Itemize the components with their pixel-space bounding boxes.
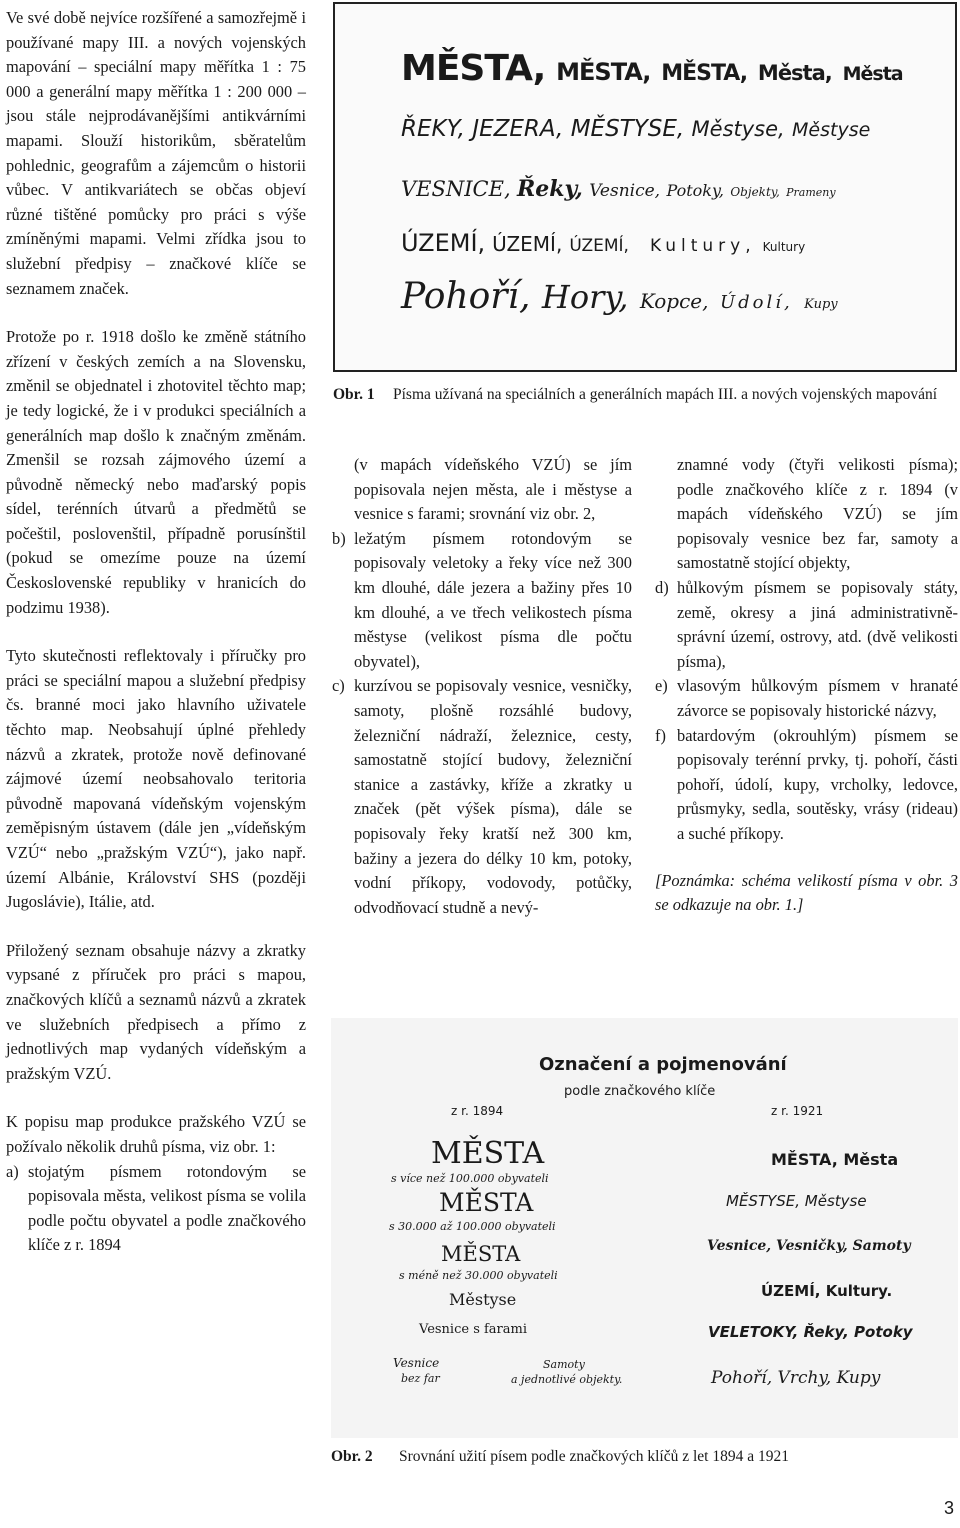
- fig2-left-hamlets-note: a jednotlivé objekty.: [511, 1373, 623, 1386]
- paragraph-handbooks: Tyto skutečnosti reflektovaly i příručky pro práci se speciální mapou a služební předpisy čs. branné moci jako hlavního uživatele těchto map. Neobsahují úplné přehledy názvů a zkratek, protože nově definované zájmové území neobsahovalo teritoria původně mapovaná vídeňským vojenským zeměpisným ústavem (dále jen „vídeňským VZÚ“ nebo „pražským VZÚ“), jako např. území Albánie, Království SHS (později Jugoslávie), Itálie, atd.: [6, 646, 306, 912]
- fig2-right-mountains: Pohoří, Vrchy, Kupy: [711, 1368, 881, 1388]
- fig1-row-mountains: Pohoří, Hory, Kopce, Údolí, Kupy: [401, 276, 838, 317]
- fig2-left-townships: Městyse: [449, 1290, 517, 1309]
- fig2-year-right: z r. 1921: [771, 1104, 824, 1118]
- fig2-left-hamlets: Samoty: [543, 1358, 585, 1371]
- fig1-row-rivers: ŘEKY, JEZERA, MĚSTYSE, Městyse, Městyse: [401, 116, 871, 142]
- list-item-d: d) hůlkovým písmem se popisovaly státy, země, okresy a jiná administrativně-správní území, ostrovy, atd. (dvě velikosti písma),: [655, 577, 958, 671]
- fig1-row-territories: ÚZEMÍ, ÚZEMÍ, ÚZEMÍ, Kultury, Kultury: [401, 229, 806, 257]
- list-item-f: f) batardovým (okrouhlým) písmem se popisovaly terénní prvky, tj. pohoří, části pohoří, údolí, kupy, vrcholky, ledovce, průsmyky, sedla, soutěsky, vrásy (rideau) a suché příkopy.: [655, 725, 958, 843]
- fig2-subtitle: podle značkového klíče: [564, 1084, 716, 1099]
- figure-2-image: [331, 1018, 958, 1438]
- paragraph-history: Protože po r. 1918 došlo ke změně státního zřízení v českých zemích a na Slovensku, změnil se objednatel i zhotovitel těchto map; je tedy logické, že i v produkci speciálních a generálních map došlo k značným změnám. Zmenšil se rozsah zájmového území a původně německý nebo maďarský popis sídel, terénních útvarů a předmětů se počeštil, poslovenštil, případně porusínštil (pokud se omezíme pouze na území Československé republiky v hranicích do podzimu 1938).: [6, 327, 306, 617]
- fig2-right-villages: Vesnice, Vesničky, Samoty: [707, 1238, 911, 1254]
- fig2-year-left: z r. 1894: [451, 1104, 504, 1118]
- fig2-left-cities-medium-note: s 30.000 až 100.000 obyvateli: [389, 1220, 556, 1233]
- fig2-left-cities-large-note: s více než 100.000 obyvateli: [391, 1172, 549, 1185]
- figure-1-image: [333, 2, 957, 372]
- fig2-title: Označení a pojmenování: [539, 1054, 787, 1075]
- fig2-left-villages-parish: Vesnice s farami: [419, 1322, 528, 1337]
- fig2-right-territories: ÚZEMÍ, Kultury.: [761, 1282, 893, 1300]
- fig2-right-cities: MĚSTA, Města: [771, 1150, 899, 1169]
- fig2-right-rivers: VELETOKY, Řeky, Potoky: [708, 1323, 913, 1341]
- paragraph-fonts: K popisu map produkce pražského VZÚ se požívalo několik druhů písma, viz obr. 1:: [6, 1112, 306, 1156]
- right-column: [655, 453, 958, 918]
- list-item-a: a) stojatým písmem rotondovým se popisovala města, velikost písma se volila podle počtu obyvatel a podle značkového klíče z r. 1894: [6, 1161, 306, 1255]
- middle-column: [332, 453, 632, 920]
- fig2-left-cities-medium: MĚSTA: [439, 1188, 534, 1217]
- list-item-e: e) vlasovým hůlkovým písmem v hranaté závorce se popisovaly historické názvy,: [655, 676, 958, 720]
- fig2-left-villages: Vesnice: [393, 1356, 440, 1370]
- fig2-left-cities-large: MĚSTA: [431, 1136, 545, 1171]
- left-column: [6, 6, 306, 1258]
- fig2-left-cities-small: MĚSTA: [441, 1242, 521, 1266]
- list-item-c-continued: znamné vody (čtyři velikosti písma); podle značkového klíče z r. 1894 (v mapách vídeňského VZÚ) se jím popisovaly vesnice bez far, samoty a samostatně stojící objekty,: [677, 455, 958, 573]
- fig2-left-cities-small-note: s méně než 30.000 obyvateli: [399, 1269, 558, 1282]
- fig1-row-villages: VESNICE, Řeky, Vesnice, Potoky, Objekty, Prameny: [401, 176, 836, 202]
- fig2-left-villages-note: bez far: [401, 1372, 440, 1385]
- figure-2-caption: Obr. 2 Srovnání užití písem podle značkových klíčů z let 1894 a 1921: [331, 1448, 789, 1465]
- editor-note: [Poznámka: schéma velikostí písma v obr. 3 se odkazuje na obr. 1.]: [655, 870, 958, 915]
- fig1-row-cities: MĚSTA, MĚSTA, MĚSTA, Města, Města: [401, 48, 903, 89]
- figure-1-caption: Obr. 1 Písma užívaná na speciálních a generálních mapách III. a nových vojenských mapování: [333, 386, 938, 403]
- list-item-b: b) ležatým písmem rotondovým se popisovaly veletoky a řeky více než 300 km dlouhé, dále jezera a bažiny přes 10 km dlouhé, a ve třech velikostech písma městyse (velikost písma dle počtu obyvatel),: [332, 528, 632, 671]
- paragraph-list: Přiložený seznam obsahuje názvy a zkratky vypsané z příruček pro práci s mapou, značkových klíčů a seznamů názvů a zkratek ve služebních předpisech a přímo z jednotlivých map vydaných vídeňským a pražským VZÚ.: [6, 940, 306, 1083]
- list-item-a-continued: (v mapách vídeňského VZÚ) se jím popisovala nejen města, ale i městyse a vesnice s farami; srovnání viz obr. 2,: [354, 455, 632, 524]
- list-item-c: c) kurzívou se popisovaly vesnice, vesničky, samoty, plošně rozsáhlé budovy, železniční nádraží, železnice, cesty, samostatně stojící budovy, železniční stanice a zastávky, kříže a zkratky u značek (pět výšek písma), dále se popisovaly řeky kratší než 300 km, bažiny a jezera do délky 10 km, potoky, vodní příkopy, vodovody, potůčky, odvodňovací studně a nevý-: [332, 676, 632, 917]
- paragraph-intro: Ve své době nejvíce rozšířené a samozřejmě i používané mapy III. a nových vojenských mapování – speciální mapy měřítka 1 : 75 000 a generální mapy měřítka 1 : 200 000 – jsou stále nejprodávanějšími antikvárními mapami. Slouží historikům, sběratelům pohlednic, geografům a zájemcům o historii vůbec. V antikvariátech se občas objeví různé tištěné pomůcky pro práci s výše zmíněnými mapami. Velmi zřídka jsou to služební předpisy – značkové klíče se seznamem značek.: [6, 8, 306, 298]
- page-number: 3: [943, 1498, 954, 1518]
- fig2-right-townships: MĚSTYSE, Městyse: [726, 1192, 867, 1210]
